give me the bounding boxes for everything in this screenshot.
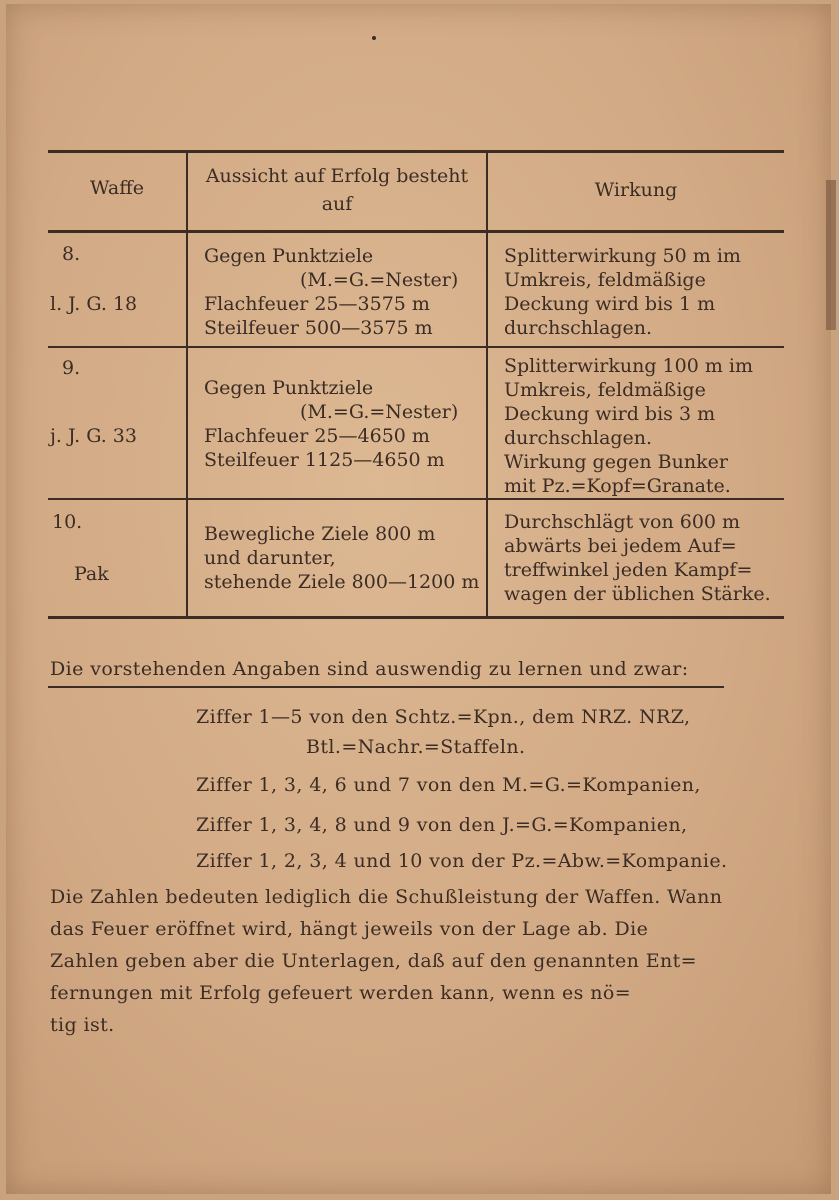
header-waffe: Waffe	[90, 177, 144, 199]
heading-underline	[48, 686, 724, 688]
wirkung-line: Deckung wird bis 3 m	[504, 403, 716, 425]
aussicht-line: Gegen Punktziele	[204, 245, 374, 267]
wirkung-line: Deckung wird bis 1 m	[504, 293, 716, 315]
aussicht-line: Steilfeuer 1125—4650 m	[204, 449, 445, 471]
table-top-rule	[48, 150, 784, 153]
header-rule	[48, 230, 784, 233]
row-rule	[48, 498, 784, 500]
page-edge	[826, 180, 836, 330]
table-bottom-rule	[48, 616, 784, 619]
aussicht-line: (M.=G.=Nester)	[300, 269, 459, 291]
note-line: fernungen mit Erfolg gefeuert werden kann, wenn es nö=	[50, 982, 632, 1004]
header-aussicht-line2: auf	[321, 193, 353, 215]
aussicht-line: Flachfeuer 25—3575 m	[204, 293, 430, 315]
weapon-name: j. J. G. 33	[50, 425, 137, 447]
wirkung-line: Durchschlägt von 600 m	[504, 511, 741, 533]
paper-speck	[372, 36, 376, 40]
weapon-name: Pak	[74, 563, 109, 585]
wirkung-line: mit Pz.=Kopf=Granate.	[504, 475, 731, 497]
row-number: 10.	[52, 511, 83, 533]
aussicht-line: stehende Ziele 800—1200 m	[204, 571, 480, 593]
wirkung-line: Wirkung gegen Bunker	[504, 451, 728, 473]
wirkung-line: Splitterwirkung 100 m im	[504, 355, 753, 377]
weapon-name: l. J. G. 18	[50, 293, 138, 315]
header-aussicht-line1: Aussicht auf Erfolg besteht	[205, 165, 469, 187]
wirkung-line: durchschlagen.	[504, 427, 653, 449]
instruction-item: Btl.=Nachr.=Staffeln.	[306, 736, 526, 758]
aussicht-line: und darunter,	[204, 547, 336, 569]
aussicht-line: Bewegliche Ziele 800 m	[204, 523, 436, 545]
row-rule	[48, 346, 784, 348]
column-rule	[486, 150, 488, 619]
note-line: Die Zahlen bedeuten lediglich die Schußleistung der Waffen. Wann	[50, 886, 723, 908]
instruction-item: Ziffer 1, 2, 3, 4 und 10 von der Pz.=Abw.=Kompanie.	[196, 850, 728, 872]
aussicht-line: Gegen Punktziele	[204, 377, 374, 399]
instruction-item: Ziffer 1, 3, 4, 6 und 7 von den M.=G.=Kompanien,	[196, 774, 701, 796]
aussicht-line: Steilfeuer 500—3575 m	[204, 317, 433, 339]
instruction-item: Ziffer 1—5 von den Schtz.=Kpn., dem NRZ. NRZ,	[196, 706, 691, 728]
wirkung-line: abwärts bei jedem Auf=	[504, 535, 737, 557]
header-wirkung: Wirkung	[594, 179, 678, 201]
wirkung-line: wagen der üblichen Stärke.	[504, 583, 771, 605]
weapons-table	[48, 150, 784, 620]
wirkung-line: durchschlagen.	[504, 317, 653, 339]
note-line: tig ist.	[50, 1014, 115, 1036]
wirkung-line: Umkreis, feldmäßige	[504, 269, 706, 291]
instruction-item: Ziffer 1, 3, 4, 8 und 9 von den J.=G.=Kompanien,	[196, 814, 688, 836]
aussicht-line: Flachfeuer 25—4650 m	[204, 425, 430, 447]
note-line: das Feuer eröffnet wird, hängt jeweils von der Lage ab. Die	[50, 918, 649, 940]
wirkung-line: Umkreis, feldmäßige	[504, 379, 706, 401]
column-rule	[186, 150, 188, 619]
row-number: 9.	[62, 357, 81, 379]
row-number: 8.	[62, 243, 81, 265]
wirkung-line: treffwinkel jeden Kampf=	[504, 559, 753, 581]
instructions-heading: Die vorstehenden Angaben sind auswendig zu lernen und zwar:	[50, 658, 689, 680]
note-line: Zahlen geben aber die Unterlagen, daß auf den genannten Ent=	[50, 950, 697, 972]
aussicht-line: (M.=G.=Nester)	[300, 401, 459, 423]
wirkung-line: Splitterwirkung 50 m im	[504, 245, 741, 267]
